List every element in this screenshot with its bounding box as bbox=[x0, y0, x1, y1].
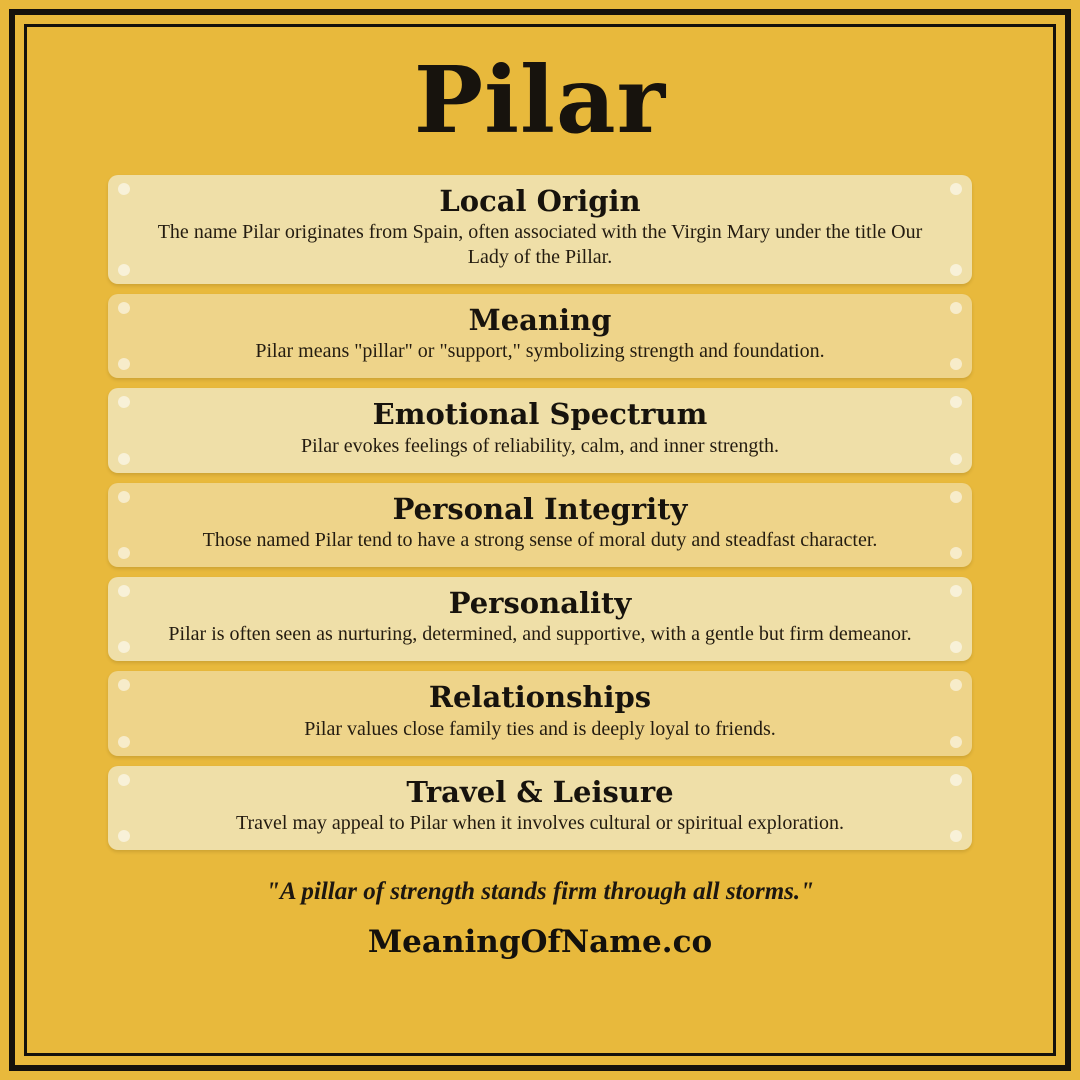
rivet-icon bbox=[118, 396, 130, 408]
rivet-icon bbox=[118, 585, 130, 597]
rivet-icon bbox=[118, 183, 130, 195]
section-text: Those named Pilar tend to have a strong sense of moral duty and steadfast character. bbox=[202, 528, 878, 551]
section-card-personal-integrity bbox=[108, 483, 972, 567]
rivet-icon bbox=[950, 302, 962, 314]
rivet-icon bbox=[118, 547, 130, 559]
section-card-travel-leisure bbox=[108, 766, 972, 850]
rivet-icon bbox=[118, 774, 130, 786]
rivet-icon bbox=[118, 830, 130, 842]
section-card-personality bbox=[108, 577, 972, 661]
section-text: Pilar values close family ties and is deeply loyal to friends. bbox=[304, 717, 776, 740]
rivet-icon bbox=[950, 491, 962, 503]
section-text: Pilar is often seen as nurturing, determined, and supportive, with a gentle but firm demeanor. bbox=[168, 623, 912, 646]
rivet-icon bbox=[950, 774, 962, 786]
rivet-icon bbox=[118, 453, 130, 465]
section-title: Personal Integrity bbox=[392, 491, 688, 526]
section-text: The name Pilar originates from Spain, often associated with the Virgin Mary under the title Our Lady of the Pillar. bbox=[157, 220, 923, 268]
rivet-icon bbox=[950, 641, 962, 653]
section-title: Emotional Spectrum bbox=[372, 397, 708, 432]
page-title: Pilar bbox=[413, 46, 667, 154]
rivet-icon bbox=[950, 453, 962, 465]
rivet-icon bbox=[950, 736, 962, 748]
section-text: Pilar means "pillar" or "support," symbolizing strength and foundation. bbox=[255, 340, 825, 363]
sections-list bbox=[108, 175, 972, 850]
section-card-local-origin bbox=[108, 175, 972, 284]
rivet-icon bbox=[118, 679, 130, 691]
rivet-icon bbox=[118, 358, 130, 370]
rivet-icon bbox=[950, 183, 962, 195]
rivet-icon bbox=[118, 264, 130, 276]
rivet-icon bbox=[950, 358, 962, 370]
quote-text: "A pillar of strength stands firm through all storms." bbox=[265, 878, 815, 905]
rivet-icon bbox=[950, 830, 962, 842]
poster-content bbox=[28, 28, 1052, 1052]
section-title: Travel & Leisure bbox=[406, 774, 674, 809]
rivet-icon bbox=[950, 264, 962, 276]
rivet-icon bbox=[950, 585, 962, 597]
section-text: Pilar evokes feelings of reliability, calm, and inner strength. bbox=[300, 434, 779, 457]
section-title: Local Origin bbox=[439, 183, 641, 218]
section-title: Relationships bbox=[428, 680, 652, 715]
rivet-icon bbox=[118, 491, 130, 503]
section-card-emotional-spectrum bbox=[108, 388, 972, 472]
section-card-meaning bbox=[108, 294, 972, 378]
rivet-icon bbox=[118, 736, 130, 748]
rivet-icon bbox=[118, 641, 130, 653]
rivet-icon bbox=[118, 302, 130, 314]
section-title: Personality bbox=[448, 585, 632, 620]
rivet-icon bbox=[950, 679, 962, 691]
section-text: Travel may appeal to Pilar when it involves cultural or spiritual exploration. bbox=[235, 812, 845, 834]
rivet-icon bbox=[950, 547, 962, 559]
rivet-icon bbox=[950, 396, 962, 408]
brand-footer: MeaningOfName.co bbox=[367, 924, 713, 960]
section-card-relationships bbox=[108, 671, 972, 755]
section-title: Meaning bbox=[468, 302, 612, 337]
